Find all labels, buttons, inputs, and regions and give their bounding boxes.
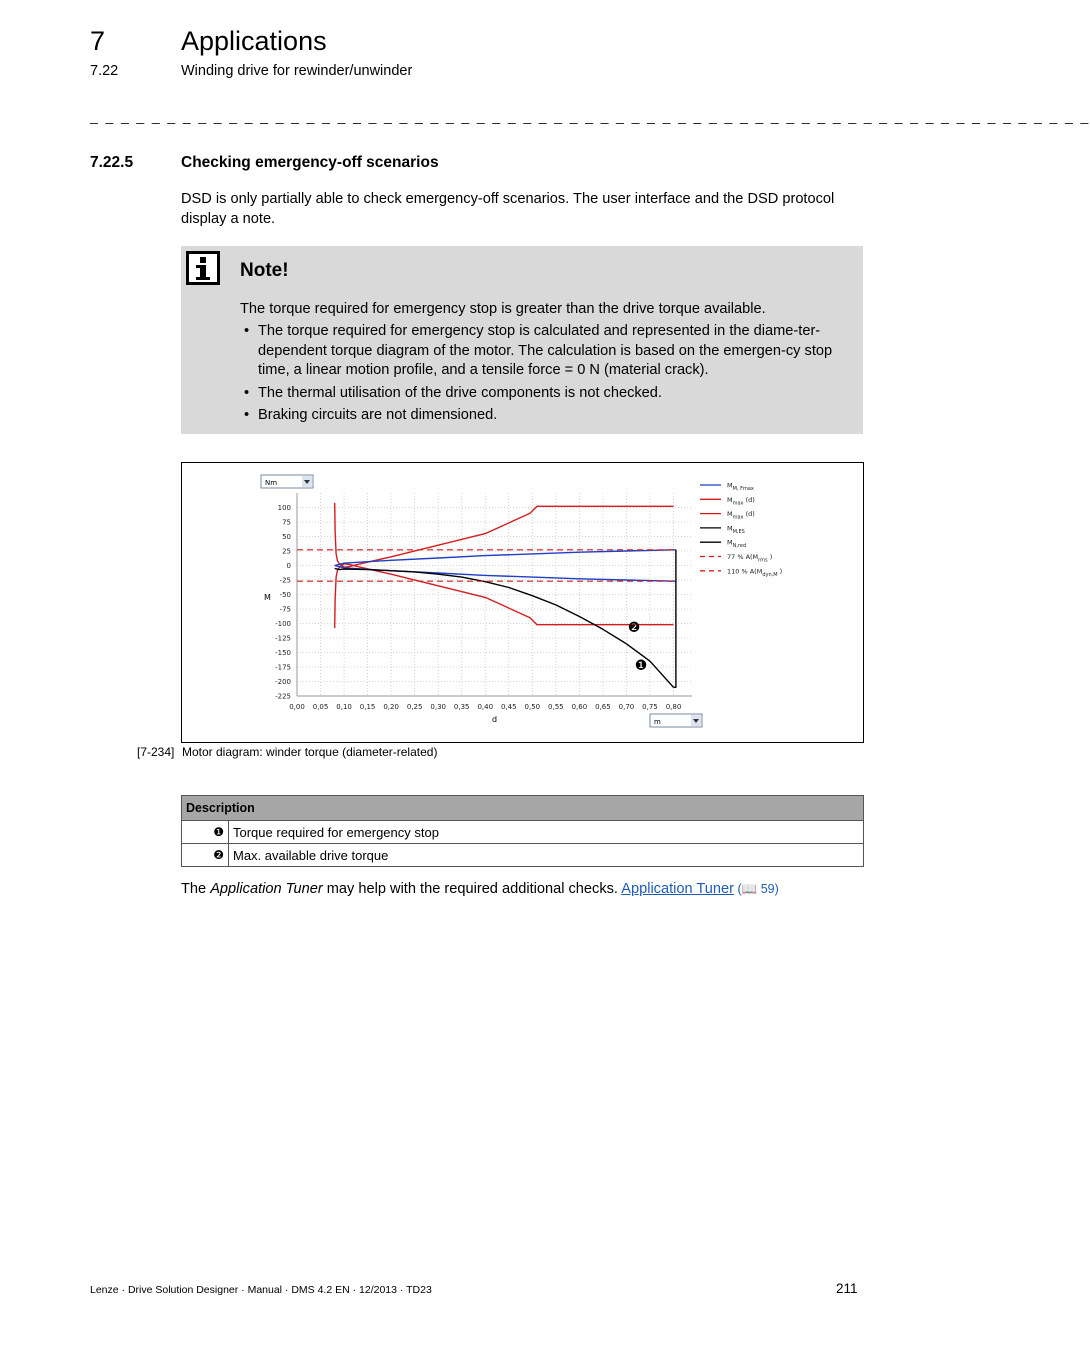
y-tick-labels <box>275 504 291 701</box>
page-reference[interactable]: (📖 59) <box>734 882 779 896</box>
unit-select-bottom[interactable] <box>650 714 702 727</box>
table-marker: ❶ <box>182 821 229 844</box>
note-title: Note! <box>240 260 289 281</box>
y-tick-label: -200 <box>275 678 291 686</box>
closing-text: The <box>181 881 211 897</box>
note-lead: The torque required for emergency stop is greater than the drive torque available. <box>240 301 766 317</box>
table-row <box>182 821 864 844</box>
chart-series <box>297 503 676 687</box>
x-tick-label: 0,20 <box>383 703 399 711</box>
y-tick-label: 0 <box>286 562 291 570</box>
info-icon <box>186 251 220 285</box>
figure-caption: Motor diagram: winder torque (diameter-related) <box>182 745 438 759</box>
legend-label: $M_{max}$ (d) <box>727 510 755 521</box>
x-tick-label: 0,50 <box>524 703 541 711</box>
x-tick-label: 0,30 <box>430 703 446 711</box>
chart-axes <box>297 493 692 696</box>
series-line <box>335 568 674 687</box>
footer-text: Lenze · Drive Solution Designer · Manual · DMS 4.2 EN · 12/2013 · TD23 <box>90 1284 432 1296</box>
y-tick-label: 100 <box>277 504 291 512</box>
x-tick-label: 0,25 <box>406 703 423 711</box>
x-tick-label: 0,55 <box>548 703 564 711</box>
closing-paragraph <box>181 881 779 897</box>
y-tick-label: -100 <box>275 620 291 628</box>
legend-label: 110 % $A(M_{dyn,M}$ ) <box>727 567 783 578</box>
table-cell: Max. available drive torque <box>229 844 864 867</box>
figure-frame <box>181 462 864 743</box>
svg-text:❶: ❶ <box>634 658 648 674</box>
intro-paragraph: DSD is only partially able to check emergency-off scenarios. The user interface and the DSD protocol display a note. <box>181 191 835 227</box>
subsection-number: 7.22.5 <box>90 154 134 171</box>
chart-legend <box>700 482 782 578</box>
chart-grid <box>297 493 692 696</box>
y-tick-label: -225 <box>275 692 291 701</box>
x-tick-label: 0,80 <box>665 703 682 711</box>
note-box <box>181 246 863 434</box>
book-icon: 📖 <box>741 882 758 896</box>
marker-2-label <box>628 620 641 636</box>
y-tick-label: -50 <box>279 591 291 599</box>
unit-select-top[interactable] <box>261 475 313 488</box>
x-tick-label: 0,70 <box>618 703 635 711</box>
y-axis-label: M <box>264 593 271 602</box>
unit-select-top-value: Nm <box>265 479 278 487</box>
description-table <box>181 795 864 867</box>
table-header-row <box>182 796 864 821</box>
header-separator: _ _ _ _ _ _ _ _ _ _ _ _ _ _ _ _ _ _ _ _ _ _ _ _ _ _ _ _ _ _ _ _ _ _ _ _ _ _ _ _ _ _ _ _ _ _ _ _ _ _ _ _ _ _ _ _ _ _ _ _ _ _ _ _ _ <box>90 108 1090 124</box>
section-title: Winding drive for rewinder/unwinder <box>181 63 413 79</box>
closing-italic: Application Tuner <box>210 881 323 897</box>
section-number: 7.22 <box>90 63 119 79</box>
chapter-title: Applications <box>181 26 327 56</box>
note-bullet: • Braking circuits are not dimensioned. <box>240 406 852 426</box>
x-tick-labels <box>289 703 681 711</box>
y-tick-label: -150 <box>275 649 291 657</box>
y-tick-label: 25 <box>282 547 291 556</box>
y-tick-label: -125 <box>275 634 291 643</box>
torque-diagram-chart <box>182 463 863 742</box>
y-tick-label: -75 <box>279 605 291 614</box>
table-header: Description <box>182 796 864 821</box>
x-tick-label: 0,75 <box>642 703 658 711</box>
page-number: 211 <box>836 1281 858 1296</box>
table-cell: Torque required for emergency stop <box>229 821 864 844</box>
note-bullet: • The torque required for emergency stop is calculated and represented in the diame-ter-dependent torque diagram of the motor. The calculation is based on the emergen-cy stop time, a linear motion profile, and a tensile force = 0 N (material crack). <box>240 322 852 381</box>
x-tick-label: 0,60 <box>571 703 588 711</box>
table-row <box>182 844 864 867</box>
x-tick-label: 0,65 <box>595 703 611 711</box>
svg-text:❷: ❷ <box>627 620 641 636</box>
x-axis-label: d <box>492 715 498 724</box>
unit-select-bottom-value: m <box>654 718 661 726</box>
x-tick-label: 0,40 <box>477 703 494 711</box>
legend-label: $M_{max}$ (d) <box>727 495 755 507</box>
closing-text: may help with the required additional checks. <box>322 881 622 897</box>
table-marker: ❷ <box>182 844 229 867</box>
x-tick-label: 0,35 <box>453 703 470 711</box>
legend-label: $M_{M, Fmax}$ <box>727 481 754 492</box>
y-tick-label: 50 <box>282 533 291 541</box>
y-tick-label: -175 <box>275 663 291 672</box>
marker-1-label <box>635 658 648 674</box>
note-bullet-list <box>240 322 852 429</box>
series-line <box>674 550 676 688</box>
subsection-title: Checking emergency-off scenarios <box>181 154 439 171</box>
legend-label: 77 % $A(M_{rms}$ ) <box>727 553 773 564</box>
series-line <box>335 503 674 567</box>
series-line <box>335 564 674 628</box>
x-tick-label: 0,00 <box>289 703 305 711</box>
legend-label: $M_{N,red}$ <box>727 538 747 550</box>
y-tick-label: 75 <box>282 518 291 527</box>
y-tick-label: -25 <box>279 576 291 585</box>
legend-label: $M_{M,ES}$ <box>727 524 745 535</box>
chapter-number: 7 <box>90 26 106 56</box>
x-tick-label: 0,05 <box>312 703 329 711</box>
x-tick-label: 0,10 <box>336 703 352 711</box>
x-tick-label: 0,15 <box>359 703 376 711</box>
note-bullet: • The thermal utilisation of the drive components is not checked. <box>240 384 852 404</box>
application-tuner-link[interactable]: Application Tuner <box>621 881 735 897</box>
figure-caption-number: [7-234] <box>137 745 175 759</box>
x-tick-label: 0,45 <box>500 703 517 711</box>
